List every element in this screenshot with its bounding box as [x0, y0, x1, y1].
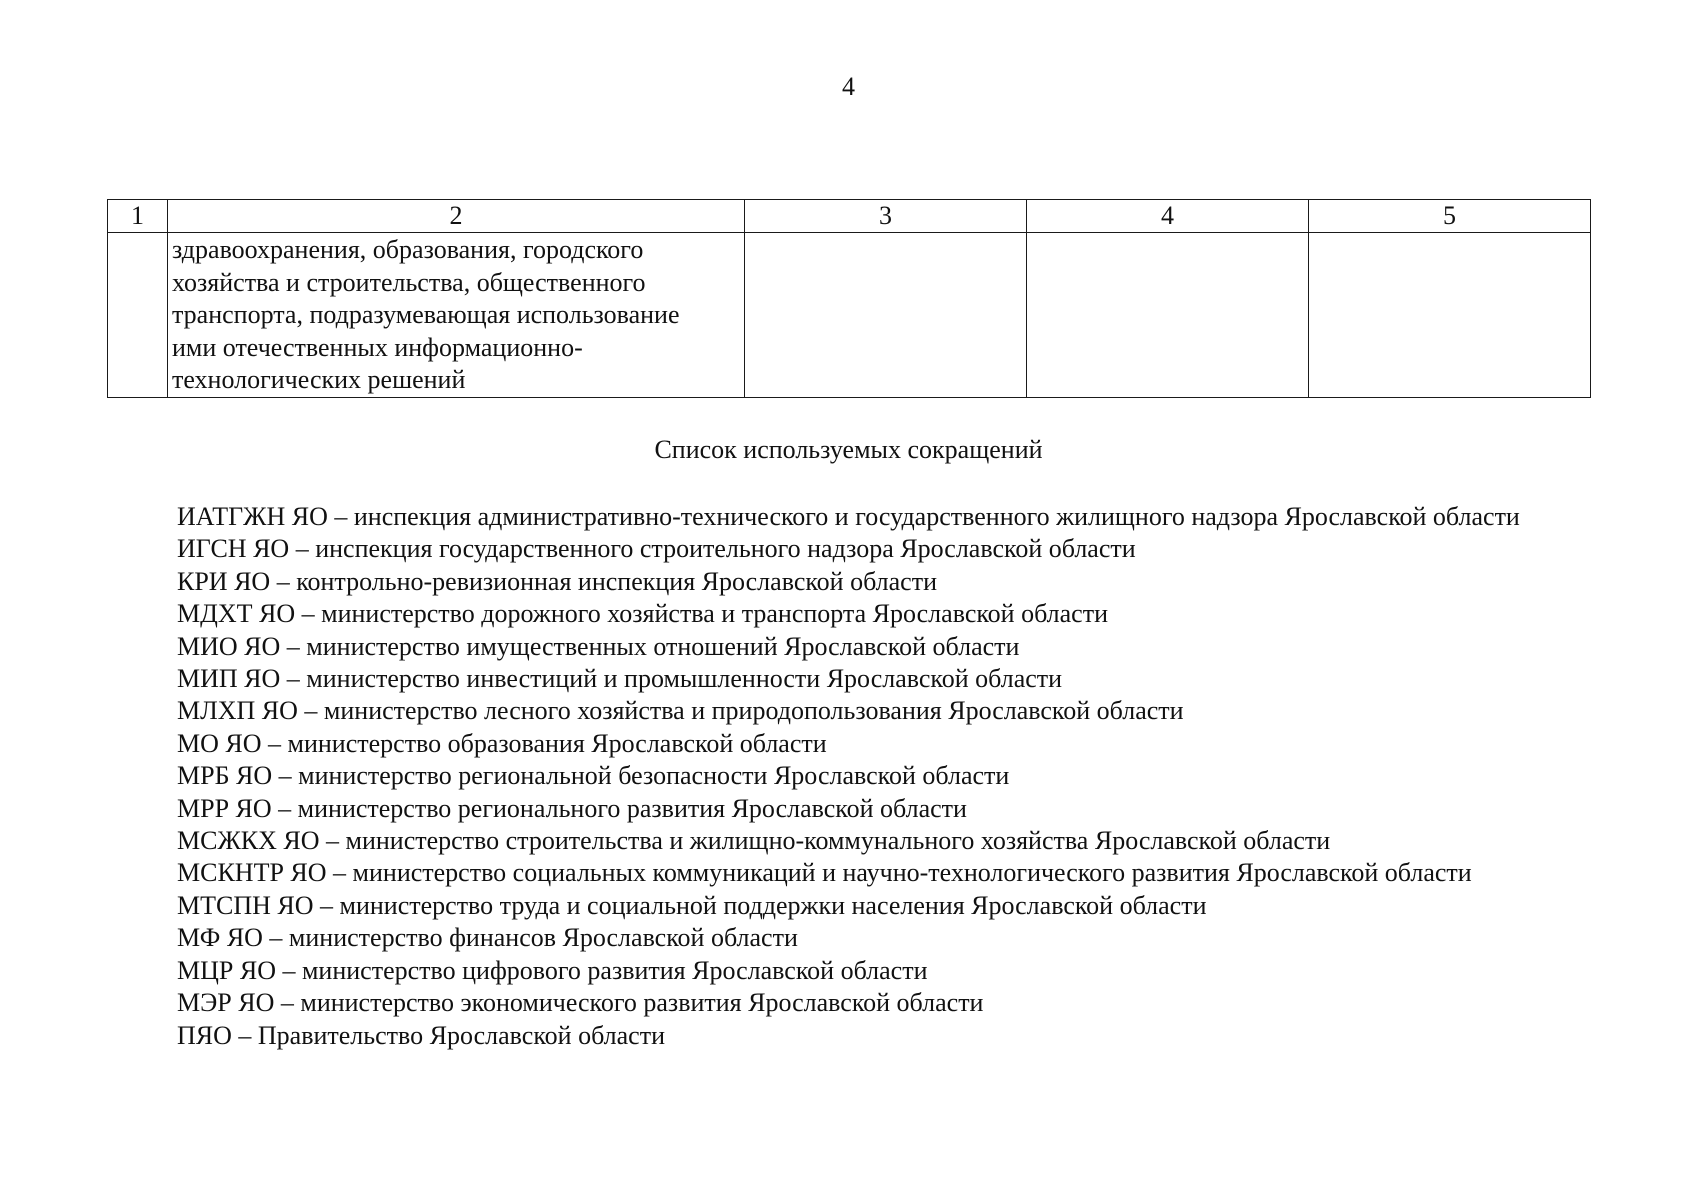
page-number: 4 — [842, 72, 855, 101]
abbreviation-item: МТСПН ЯО – министерство труда и социальной поддержки населения Ярославской области — [177, 890, 1207, 920]
table-header-row — [108, 200, 1591, 233]
abbreviation-item: МИО ЯО – министерство имущественных отношений Ярославской области — [177, 631, 1020, 661]
abbreviation-list — [107, 501, 1590, 1052]
table-cell-col4 — [1027, 233, 1309, 398]
abbreviation-item: ИГСН ЯО – инспекция государственного строительного надзора Ярославской области — [177, 534, 1136, 564]
cell-text-line: хозяйства и строительства, общественного — [172, 267, 646, 297]
abbreviation-item: МСКНТР ЯО – министерство социальных коммуникаций и научно-технологического развития Ярославской области — [177, 858, 1472, 888]
table-cell-col3 — [745, 233, 1027, 398]
abbreviation-item: МРБ ЯО – министерство региональной безопасности Ярославской области — [177, 761, 1010, 791]
column-header-4: 4 — [1027, 200, 1309, 233]
table-cell-col1 — [108, 233, 168, 398]
abbreviation-item: МСЖКХ ЯО – министерство строительства и жилищно-коммунального хозяйства Ярославской области — [177, 826, 1331, 856]
cell-text-line: транспорта, подразумевающая использование — [172, 300, 680, 329]
abbreviation-item: МИП ЯО – министерство инвестиций и промышленности Ярославской области — [177, 664, 1063, 694]
table-cell-col5 — [1309, 233, 1591, 398]
abbreviation-item: МЦР ЯО – министерство цифрового развития Ярославской области — [177, 955, 928, 985]
column-header-1: 1 — [108, 200, 168, 233]
table-row — [108, 233, 1591, 398]
abbreviation-item: КРИ ЯО – контрольно-ревизионная инспекция Ярославской области — [177, 566, 937, 596]
abbreviation-item: МФ ЯО – министерство финансов Ярославской области — [177, 923, 798, 953]
abbreviation-item: ИАТГЖН ЯО – инспекция административно-технического и государственного жилищного надзора Ярославской области — [177, 502, 1520, 531]
table-cell-col2 — [168, 233, 745, 398]
continuation-table — [107, 199, 1591, 398]
cell-text-line: технологических решений — [172, 365, 466, 394]
abbreviation-item: МДХТ ЯО – министерство дорожного хозяйства и транспорта Ярославской области — [177, 599, 1108, 629]
cell-text-line: здравоохранения, образования, городского — [172, 235, 644, 264]
column-header-3: 3 — [745, 200, 1027, 233]
abbreviation-item: МЛХП ЯО – министерство лесного хозяйства и природопользования Ярославской области — [177, 696, 1184, 726]
abbreviation-item: МРР ЯО – министерство регионального развития Ярославской области — [177, 793, 967, 823]
abbreviation-item: МЭР ЯО – министерство экономического развития Ярославской области — [177, 988, 984, 1018]
cell-text-line: ими отечественных информационно- — [172, 332, 583, 362]
section-title: Список используемых сокращений — [654, 435, 1043, 464]
abbreviation-item: ПЯО – Правительство Ярославской области — [177, 1020, 665, 1050]
column-header-5: 5 — [1309, 200, 1591, 233]
abbreviation-item: МО ЯО – министерство образования Ярославской области — [177, 728, 827, 758]
column-header-2: 2 — [168, 200, 745, 233]
